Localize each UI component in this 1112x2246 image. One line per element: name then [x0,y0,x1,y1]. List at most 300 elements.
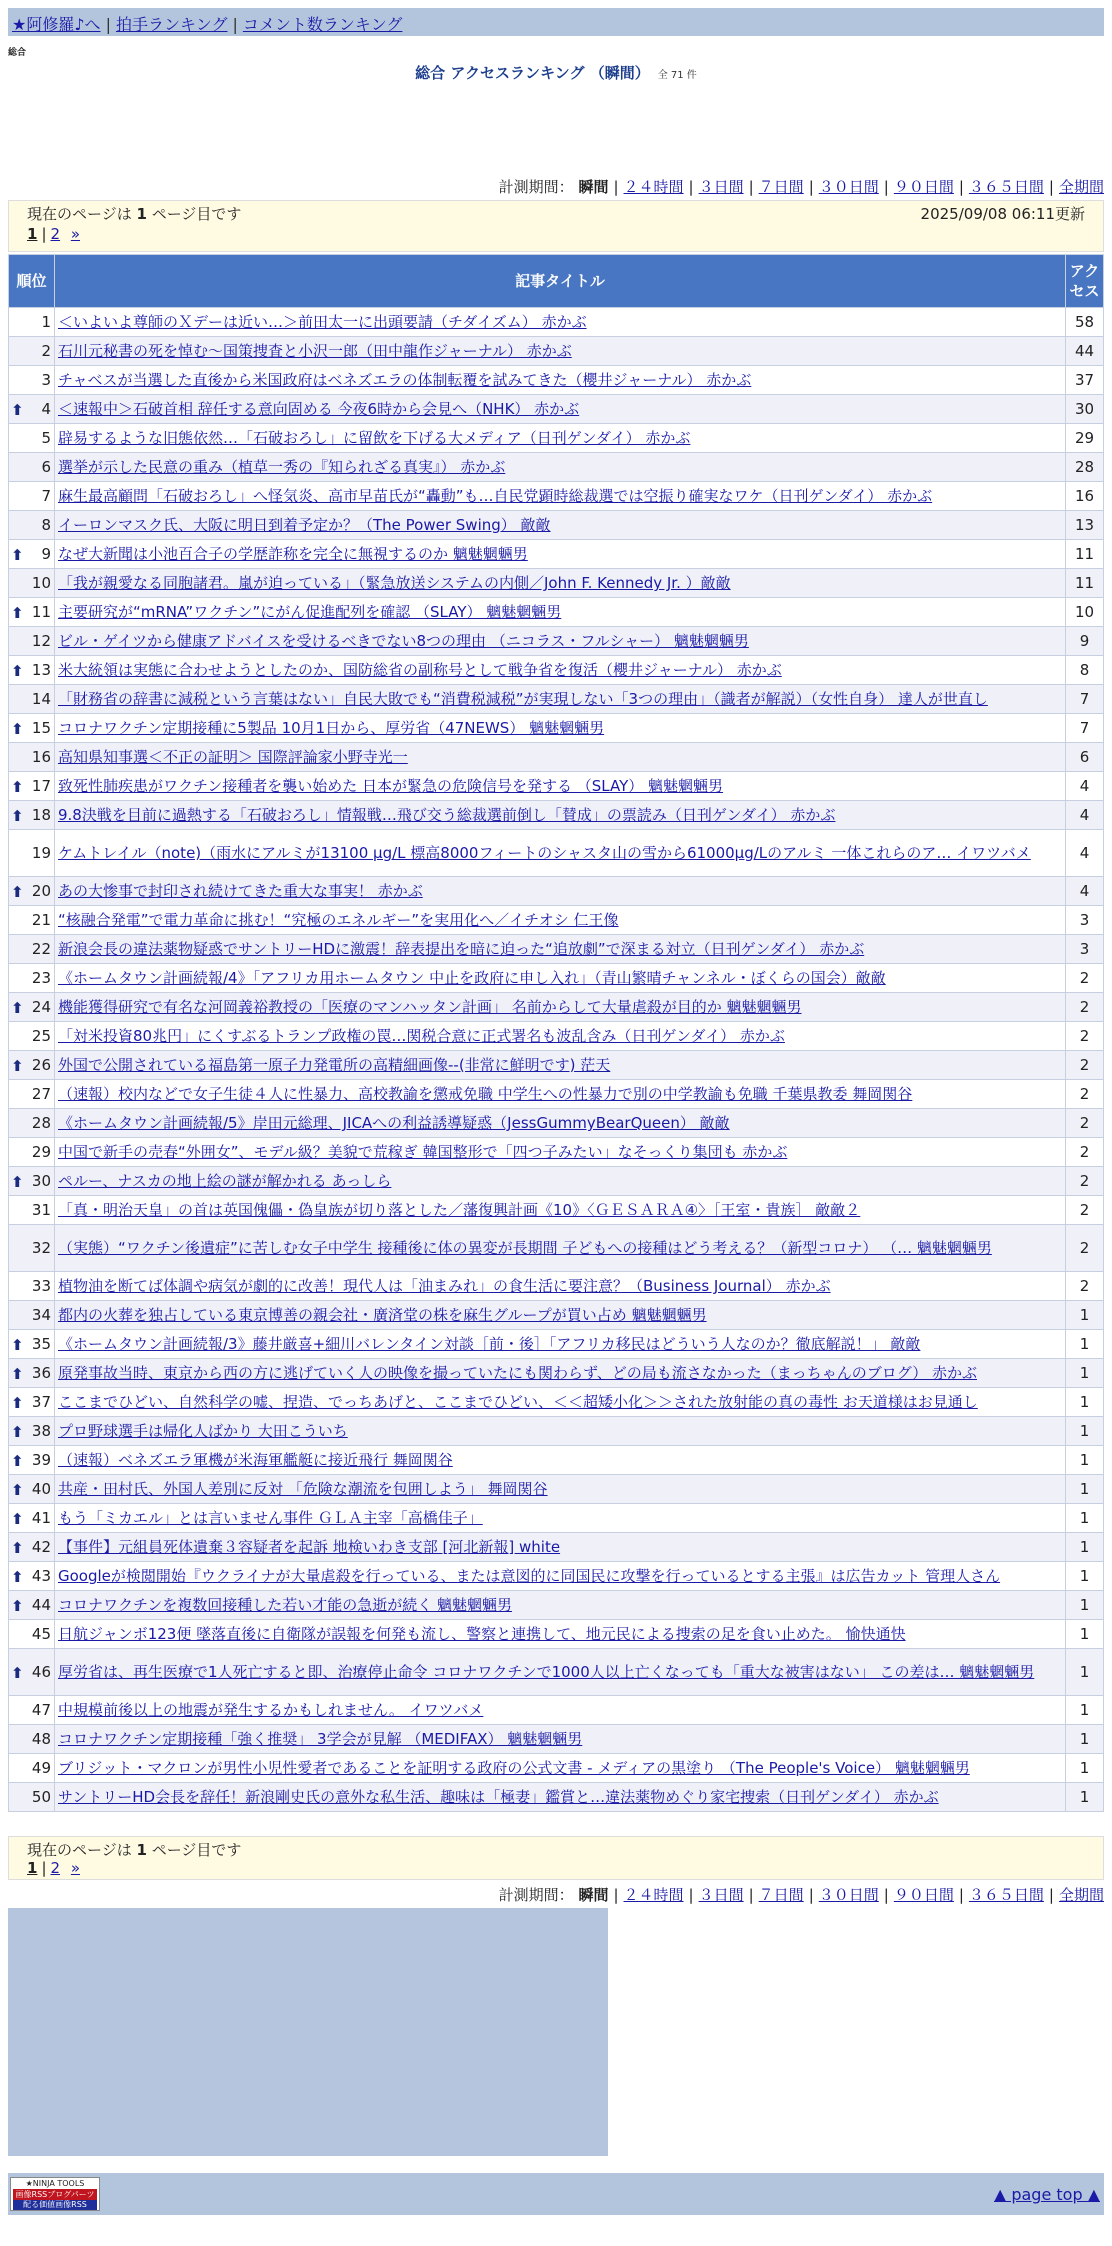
table-row [9,1446,1104,1475]
title-cell [55,877,1066,906]
table-row [9,337,1104,366]
period-link-all[interactable]: 全期間 [1058,178,1104,196]
rank-cell [9,830,55,877]
up-arrow-icon: ⬆ [11,1597,24,1615]
table-row [9,1475,1104,1504]
article-link[interactable]: なぜ大新聞は小池百合子の学歴詐称を完全に無視するのか 魑魅魍魎男 [58,545,528,563]
title-cell [55,1225,1066,1272]
title-cell [55,1475,1066,1504]
title-cell [55,772,1066,801]
clap-ranking-link[interactable]: 拍手ランキング [115,15,228,34]
title-cell [55,337,1066,366]
title-cell [55,1725,1066,1754]
access-count: 1 [1066,1533,1104,1562]
access-count: 2 [1066,1272,1104,1301]
rank-number: 20 [31,882,51,900]
up-arrow-icon: ⬆ [11,1394,24,1412]
table-row [9,1696,1104,1725]
rank-cell [9,1167,55,1196]
rank-cell [9,1475,55,1504]
rank-number: 5 [41,429,51,447]
period-link-24h[interactable]: ２４時間 [623,1886,684,1904]
period-selector-bottom [499,1884,1104,1905]
article-link[interactable]: ペルー、ナスカの地上絵の謎が解かれる あっしら [58,1172,392,1190]
article-link[interactable]: 「財務省の辞書に減税という言葉はない」自民大敗でも“消費税減税”が実現しない「3つの理由」（識者が解説）（女性自身） 達人が世直し [58,690,988,708]
up-arrow-icon: ⬆ [11,1452,24,1470]
article-link[interactable]: コロナワクチン定期接種「強く推奨」 3学会が見解 （MEDIFAX） 魑魅魍魎男 [58,1730,583,1748]
title-cell [55,511,1066,540]
rank-number: 10 [31,574,51,592]
rank-number: 1 [41,313,51,331]
access-count: 1 [1066,1620,1104,1649]
table-row [9,1417,1104,1446]
rank-number: 24 [31,998,51,1016]
table-row [9,877,1104,906]
table-row [9,801,1104,830]
title-cell [55,482,1066,511]
article-link[interactable]: 《ホームタウン計画続報/3》藤井厳喜+細川バレンタイン対談［前・後］「アフリカ移民はどういう人なのか？徹底解説！」 敵敵 [58,1335,921,1353]
title-cell [55,1591,1066,1620]
rank-cell [9,511,55,540]
rank-number: 12 [31,632,51,650]
rank-number: 35 [31,1335,51,1353]
rank-cell [9,1754,55,1783]
rank-number: 49 [31,1759,51,1777]
title-cell [55,1696,1066,1725]
up-arrow-icon: ⬆ [11,720,24,738]
rank-number: 33 [31,1277,51,1295]
title-cell [55,685,1066,714]
rank-number: 22 [31,940,51,958]
next-page-link[interactable]: » [70,225,81,243]
period-link-3d[interactable]: ３日間 [698,178,744,196]
rank-number: 13 [31,661,51,679]
rank-number: 19 [31,844,51,862]
rank-cell [9,877,55,906]
title-cell [55,1080,1066,1109]
access-count: 9 [1066,627,1104,656]
title-cell [55,1533,1066,1562]
rank-number: 14 [31,690,51,708]
title-cell [55,1272,1066,1301]
rank-number: 4 [41,400,51,418]
table-row [9,993,1104,1022]
access-count: 1 [1066,1417,1104,1446]
table-row [9,772,1104,801]
article-link[interactable]: ＜いよいよ尊師のＸデーは近い…＞前田太一に出頭要請（チダイズム） 赤かぶ [58,313,587,331]
up-arrow-icon: ⬆ [11,883,24,901]
access-count: 13 [1066,511,1104,540]
current-page-suffix: ページ目です [151,205,242,223]
rank-number: 29 [31,1143,51,1161]
ranking-table [8,254,1104,1812]
title-cell [55,1167,1066,1196]
article-link[interactable]: 「我が親愛なる同胞諸君。嵐が迫っている」（緊急放送システムの内側／John F. Kennedy Jr. ）敵敵 [58,574,731,592]
table-row [9,830,1104,877]
period-separator: | [688,1886,694,1904]
period-selector-top [499,176,1104,197]
rank-cell [9,964,55,993]
rank-number: 45 [31,1625,51,1643]
rank-cell [9,1359,55,1388]
article-link[interactable]: Googleが検閲開始『ウクライナが大量虐殺を行っている、または意図的に同国民に攻撃を行っているとする主張』は広告カット 管理人さん [58,1567,1001,1585]
period-separator: | [688,178,694,196]
article-link[interactable]: 致死性肺疾患がワクチン接種者を襲い始めた 日本が緊急の危険信号を発する （SLAY） 魑魅魍魎男 [58,777,724,795]
table-row [9,1167,1104,1196]
rank-number: 26 [31,1056,51,1074]
table-row [9,1301,1104,1330]
period-link-365d[interactable]: ３６５日間 [968,178,1044,196]
title-cell [55,1754,1066,1783]
top-nav [8,8,1104,36]
article-link[interactable]: 《ホームタウン計画続報/5》岸田元総理、JICAへの利益誘導疑惑（JessGummyBearQueen） 敵敵 [58,1114,730,1132]
rank-cell [9,1620,55,1649]
period-link-3d[interactable]: ３日間 [698,1886,744,1904]
title-cell [55,993,1066,1022]
article-link[interactable]: （実態）“ワクチン後遺症”に苦しむ女子中学生 接種後に体の異変が長期間 子どもへの接種はどう考える？（新型コロナ） （… 魑魅魍魎男 [58,1239,992,1257]
article-link[interactable]: 【事件】元組員死体遺棄３容疑者を起訴 地検いわき支部 [河北新報] white [58,1538,561,1556]
period-separator: | [1048,178,1054,196]
table-row [9,1388,1104,1417]
page-2-link[interactable]: 2 [50,1859,61,1877]
article-link[interactable]: イーロンマスク氏、大阪に明日到着予定か？（The Power Swing） 敵敵 [58,516,551,534]
badge-bottom-text: 配る価値画像RSS [13,2200,97,2210]
rank-number: 8 [41,516,51,534]
rank-cell [9,1562,55,1591]
rank-number: 21 [31,911,51,929]
rank-cell [9,772,55,801]
rank-number: 37 [31,1393,51,1411]
rank-number: 7 [41,487,51,505]
footer [8,2173,1104,2215]
comment-ranking-link[interactable]: コメント数ランキング [242,15,403,34]
article-link[interactable]: 麻生最高顧問「石破おろし」へ怪気炎、高市早苗氏が“轟動”も…自民党顕時総裁選では空振り確実なワケ（日刊ゲンダイ） 赤かぶ [58,487,933,505]
rank-number: 30 [31,1172,51,1190]
period-current: 瞬間 [578,1886,609,1904]
title-cell [55,1562,1066,1591]
period-link-90d[interactable]: ９０日間 [893,178,954,196]
next-page-link[interactable]: » [70,1859,81,1877]
access-count: 2 [1066,1138,1104,1167]
up-arrow-icon: ⬆ [11,662,24,680]
access-count: 4 [1066,877,1104,906]
article-link[interactable]: チャベスが当選した直後から米国政府はベネズエラの体制転覆を試みてきた（櫻井ジャーナル） 赤かぶ [58,371,752,389]
article-link[interactable]: 外国で公開されている福島第一原子力発電所の高精細画像--(非常に鮮明です) 茫天 [58,1056,611,1074]
rank-cell [9,1272,55,1301]
access-count: 44 [1066,337,1104,366]
table-row [9,540,1104,569]
access-header: アクセス [1066,255,1104,308]
period-link-30d[interactable]: ３０日間 [818,1886,879,1904]
article-link[interactable]: 主要研究が“mRNA”ワクチン”にがん促進配列を確認 （SLAY） 魑魅魍魎男 [58,603,562,621]
rank-cell [9,1051,55,1080]
table-row [9,1225,1104,1272]
access-count: 1 [1066,1649,1104,1696]
title-cell [55,424,1066,453]
access-count: 16 [1066,482,1104,511]
article-link[interactable]: 厚労省は、再生医療で1人死亡すると即、治療停止命令 コロナワクチンで1000人以上亡くなっても「重大な被害はない」 この差は… 魑魅魍魎男 [58,1663,1035,1681]
rank-number: 34 [31,1306,51,1324]
table-row [9,1051,1104,1080]
title-cell [55,569,1066,598]
title-cell [55,540,1066,569]
article-link[interactable]: ビル・ゲイツから健康アドバイスを受けるべきでない8つの理由 （ニコラス・フルシャー） 魑魅魍魎男 [58,632,749,650]
pager-bottom [8,1836,1104,1880]
category-label: 総合 [8,48,27,58]
table-row [9,366,1104,395]
period-label: 計測期間： [498,178,574,196]
access-count: 1 [1066,1359,1104,1388]
article-link[interactable]: サントリーHD会長を辞任！新浪剛史氏の意外な私生活、趣味は「極妻」鑑賞と…違法薬物めぐり家宅捜索（日刊ゲンダイ） 赤かぶ [58,1788,939,1806]
access-count: 58 [1066,308,1104,337]
rank-cell [9,1533,55,1562]
title-cell [55,598,1066,627]
access-count: 37 [1066,366,1104,395]
badge-top-text: ★NINJA TOOLS [25,2179,85,2188]
article-link[interactable]: 共産・田村氏、外国人差別に反対 「危険な潮流を包囲しよう」 舞岡関谷 [58,1480,548,1498]
article-link[interactable]: 都内の火葬を独占している東京博善の親会社・廣済堂の株を麻生グループが買い占め 魑魅魍魎男 [58,1306,707,1324]
title-cell [55,1138,1066,1167]
article-link[interactable]: 植物油を断てば体調や病気が劇的に改善！現代人は「油まみれ」の食生活に要注意？（Business Journal） 赤かぶ [58,1277,831,1295]
period-link-7d[interactable]: ７日間 [758,178,804,196]
access-count: 2 [1066,1225,1104,1272]
page-2-link[interactable]: 2 [50,225,61,243]
article-link[interactable]: もう「ミカエル」とは言いません事件 ＧＬＡ主宰「高橋佳子」 [58,1509,483,1527]
access-count: 7 [1066,685,1104,714]
article-link[interactable]: （速報）ベネズエラ軍機が米海軍艦艇に接近飛行 舞岡関谷 [58,1451,453,1469]
article-link[interactable]: 辟易するような旧態依然…「石破おろし」に留飲を下げる大メディア（日刊ゲンダイ） 赤かぶ [58,429,691,447]
rank-number: 50 [31,1788,51,1806]
rank-cell [9,1138,55,1167]
article-link[interactable]: 米大統領は実態に合わせようとしたのか、国防総省の副称号として戦争省を復活（櫻井ジャーナル） 赤かぶ [58,661,782,679]
title-cell [55,1388,1066,1417]
title-cell [55,1022,1066,1051]
rank-number: 16 [31,748,51,766]
rank-number: 11 [31,603,51,621]
table-row [9,1783,1104,1812]
title-cell [55,366,1066,395]
title-cell [55,395,1066,424]
title-cell [55,308,1066,337]
title-cell [55,1417,1066,1446]
rank-cell [9,337,55,366]
article-link[interactable]: 中規模前後以上の地震が発生するかもしれません。 イワツバメ [58,1701,484,1719]
rank-cell [9,1591,55,1620]
article-link[interactable]: ここまでひどい、自然科学の嘘、捏造、でっちあげと、ここまでひどい、＜＜超矮小化＞＞された放射能の真の毒性 お天道様はお見通し [58,1393,978,1411]
table-row [9,964,1104,993]
rank-cell [9,1330,55,1359]
title-cell [55,1649,1066,1696]
article-link[interactable]: 日航ジャンボ123便 墜落直後に自衛隊が誤報を何発も流し、警察と連携して、地元民による捜索の足を食い止めた。 愉快通快 [58,1625,906,1643]
title-cell [55,906,1066,935]
rank-number: 28 [31,1114,51,1132]
period-separator: | [883,1886,889,1904]
article-link[interactable]: 9.8決戦を目前に過熱する「石破おろし」情報戦…飛び交う総裁選前倒し「賛成」の票読み（日刊ゲンダイ） 赤かぶ [58,806,836,824]
table-row [9,1504,1104,1533]
rank-cell [9,627,55,656]
title-cell [55,714,1066,743]
rank-number: 17 [31,777,51,795]
rank-cell [9,685,55,714]
pager-top [8,200,1104,252]
article-link[interactable]: ケムトレイル（note)（雨水にアルミが13100 μg/L 標高8000フィートのシャスタ山の雪から61000μg/Lのアルミ 一体これらのア… イワツバメ [58,844,1031,862]
period-link-30d[interactable]: ３０日間 [818,178,879,196]
up-arrow-icon: ⬆ [11,1173,24,1191]
access-count: 3 [1066,935,1104,964]
rank-number: 25 [31,1027,51,1045]
page-top-link[interactable]: ▲ page top ▲ [993,2185,1100,2204]
rank-cell [9,1225,55,1272]
table-row [9,656,1104,685]
article-link[interactable]: ブリジット・マクロンが男性小児性愛者であることを証明する政府の公式文書 - メディアの黒塗り （The People's Voice） 魑魅魍魎男 [58,1759,970,1777]
item-count: 全 71 件 [657,70,697,81]
access-count: 1 [1066,1301,1104,1330]
period-separator: | [958,178,964,196]
access-count: 4 [1066,772,1104,801]
current-page-number: 1 [136,205,147,223]
period-link-365d[interactable]: ３６５日間 [968,1886,1044,1904]
table-row [9,1725,1104,1754]
article-link[interactable]: 石川元秘書の死を悼む〜国策捜査と小沢一郎（田中龍作ジャーナル） 赤かぶ [58,342,572,360]
table-row [9,1080,1104,1109]
table-row [9,1591,1104,1620]
access-count: 2 [1066,1109,1104,1138]
rank-number: 3 [41,371,51,389]
rank-cell [9,935,55,964]
access-count: 1 [1066,1388,1104,1417]
period-link-all[interactable]: 全期間 [1058,1886,1104,1904]
current-page-suffix: ページ目です [151,1841,242,1859]
rank-number: 32 [31,1239,51,1257]
article-link[interactable]: 選挙が示した民意の重み（植草一秀の『知られざる真実』） 赤かぶ [58,458,506,476]
table-row [9,511,1104,540]
rank-cell [9,1504,55,1533]
table-row [9,569,1104,598]
rank-cell [9,714,55,743]
access-count: 1 [1066,1754,1104,1783]
rank-number: 43 [31,1567,51,1585]
article-link[interactable]: 高知県知事選＜不正の証明＞ 国際評論家小野寺光一 [58,748,408,766]
table-row [9,1620,1104,1649]
table-row [9,685,1104,714]
up-arrow-icon: ⬆ [11,1481,24,1499]
article-link[interactable]: 中国で新手の売春“外囲女”、モデル級？美貌で荒稼ぎ 韓国整形で「四つ子みたい」なそっくり集団も 赤かぶ [58,1143,788,1161]
article-link[interactable]: 機能獲得研究で有名な河岡義裕教授の「医療のマンハッタン計画」 名前からして大量虐殺が目的か 魑魅魍魎男 [58,998,802,1016]
home-link[interactable]: ★阿修羅♪へ [12,15,101,34]
table-row [9,906,1104,935]
article-link[interactable]: 新浪会長の違法薬物疑惑でサントリーHDに激震！辞表提出を暗に迫った“追放劇”で深まる対立（日刊ゲンダイ） 赤かぶ [58,940,865,958]
rank-cell [9,656,55,685]
table-row [9,627,1104,656]
rank-cell [9,1417,55,1446]
updated-timestamp: 2025/09/08 06:11更新 [920,205,1085,223]
rank-cell [9,366,55,395]
table-row [9,1562,1104,1591]
rank-number: 42 [31,1538,51,1556]
table-row [9,598,1104,627]
title-cell [55,1196,1066,1225]
access-count: 11 [1066,569,1104,598]
article-link[interactable]: 「真・明治天皇」の首は英国傀儡・偽皇族が切り落とした／藩復興計画《10》〈ＧＥＳＡＲＡ④〉［王室・貴族］ 敵敵２ [58,1201,861,1219]
article-link[interactable]: 原発事故当時、東京から西の方に逃げていく人の映像を撮っていたにも関わらず、どの局も流さなかった（まっちゃんのブログ） 赤かぶ [58,1364,978,1382]
rank-cell [9,1649,55,1696]
access-count: 10 [1066,598,1104,627]
period-separator: | [1048,1886,1054,1904]
period-separator: | [613,178,619,196]
rank-cell [9,993,55,1022]
article-link[interactable]: コロナワクチン定期接種に5製品 10月1日から、厚労省（47NEWS） 魑魅魍魎男 [58,719,605,737]
period-link-90d[interactable]: ９０日間 [893,1886,954,1904]
up-arrow-icon: ⬆ [11,546,24,564]
table-row [9,308,1104,337]
access-count: 1 [1066,1696,1104,1725]
rank-cell [9,424,55,453]
rank-cell [9,453,55,482]
up-arrow-icon: ⬆ [11,1510,24,1528]
ad-placeholder [8,1908,608,2156]
table-row [9,395,1104,424]
ranking-table-body [9,308,1104,1812]
table-row [9,1359,1104,1388]
up-arrow-icon: ⬆ [11,1568,24,1586]
article-link[interactable]: “核融合発電”で電力革命に挑む！“究極のエネルギー”を実用化へ／イチオシ 仁王像 [58,911,619,929]
access-count: 1 [1066,1504,1104,1533]
period-separator: | [958,1886,964,1904]
article-link[interactable]: コロナワクチンを複数回接種した若い才能の急逝が続く 魑魅魍魎男 [58,1596,513,1614]
access-count: 1 [1066,1446,1104,1475]
article-link[interactable]: 《ホームタウン計画続報/4》「アフリカ用ホームタウン 中止を政府に申し入れ」（青山繁晴チャンネル・ぼくらの国会）敵敵 [58,969,886,987]
rss-blogparts-badge[interactable] [10,2177,100,2211]
up-arrow-icon: ⬆ [11,1423,24,1441]
table-row [9,1138,1104,1167]
rank-cell [9,1696,55,1725]
table-row [9,1649,1104,1696]
period-link-7d[interactable]: ７日間 [758,1886,804,1904]
rank-number: 9 [41,545,51,563]
rank-number: 31 [31,1201,51,1219]
table-row [9,935,1104,964]
table-row [9,1109,1104,1138]
period-link-24h[interactable]: ２４時間 [623,178,684,196]
access-count: 1 [1066,1591,1104,1620]
article-link[interactable]: 「対米投資80兆円」にくすぶるトランプ政権の罠…関税合意に正式署名も波乱含み（日刊ゲンダイ） 赤かぶ [58,1027,785,1045]
article-link[interactable]: （速報）校内などで女子生徒４人に性暴力、高校教諭を懲戒免職 中学生への性暴力で別の中学教諭も免職 千葉県教委 舞岡関谷 [58,1085,913,1103]
title-cell [55,1783,1066,1812]
up-arrow-icon: ⬆ [11,1336,24,1354]
rank-cell [9,1783,55,1812]
page-1-current: 1 [27,1859,38,1877]
article-link[interactable]: ＜速報中＞石破首相 辞任する意向固める 今夜6時から会見へ（NHK） 赤かぶ [58,400,580,418]
up-arrow-icon: ⬆ [11,1539,24,1557]
table-row [9,743,1104,772]
period-separator: | [808,1886,814,1904]
article-link[interactable]: プロ野球選手は帰化人ばかり 大田こういち [58,1422,348,1440]
current-page-text [27,203,241,225]
up-arrow-icon: ⬆ [11,1057,24,1075]
article-link[interactable]: あの大惨事で封印され続けてきた重大な事実！ 赤かぶ [58,882,423,900]
up-arrow-icon: ⬆ [11,807,24,825]
rank-number: 36 [31,1364,51,1382]
up-arrow-icon: ⬆ [11,1664,24,1682]
rank-cell [9,1196,55,1225]
period-separator: | [883,178,889,196]
page-1-current: 1 [27,225,38,243]
access-count: 11 [1066,540,1104,569]
rank-cell [9,569,55,598]
access-count: 1 [1066,1475,1104,1504]
title-cell [55,656,1066,685]
rank-cell [9,395,55,424]
